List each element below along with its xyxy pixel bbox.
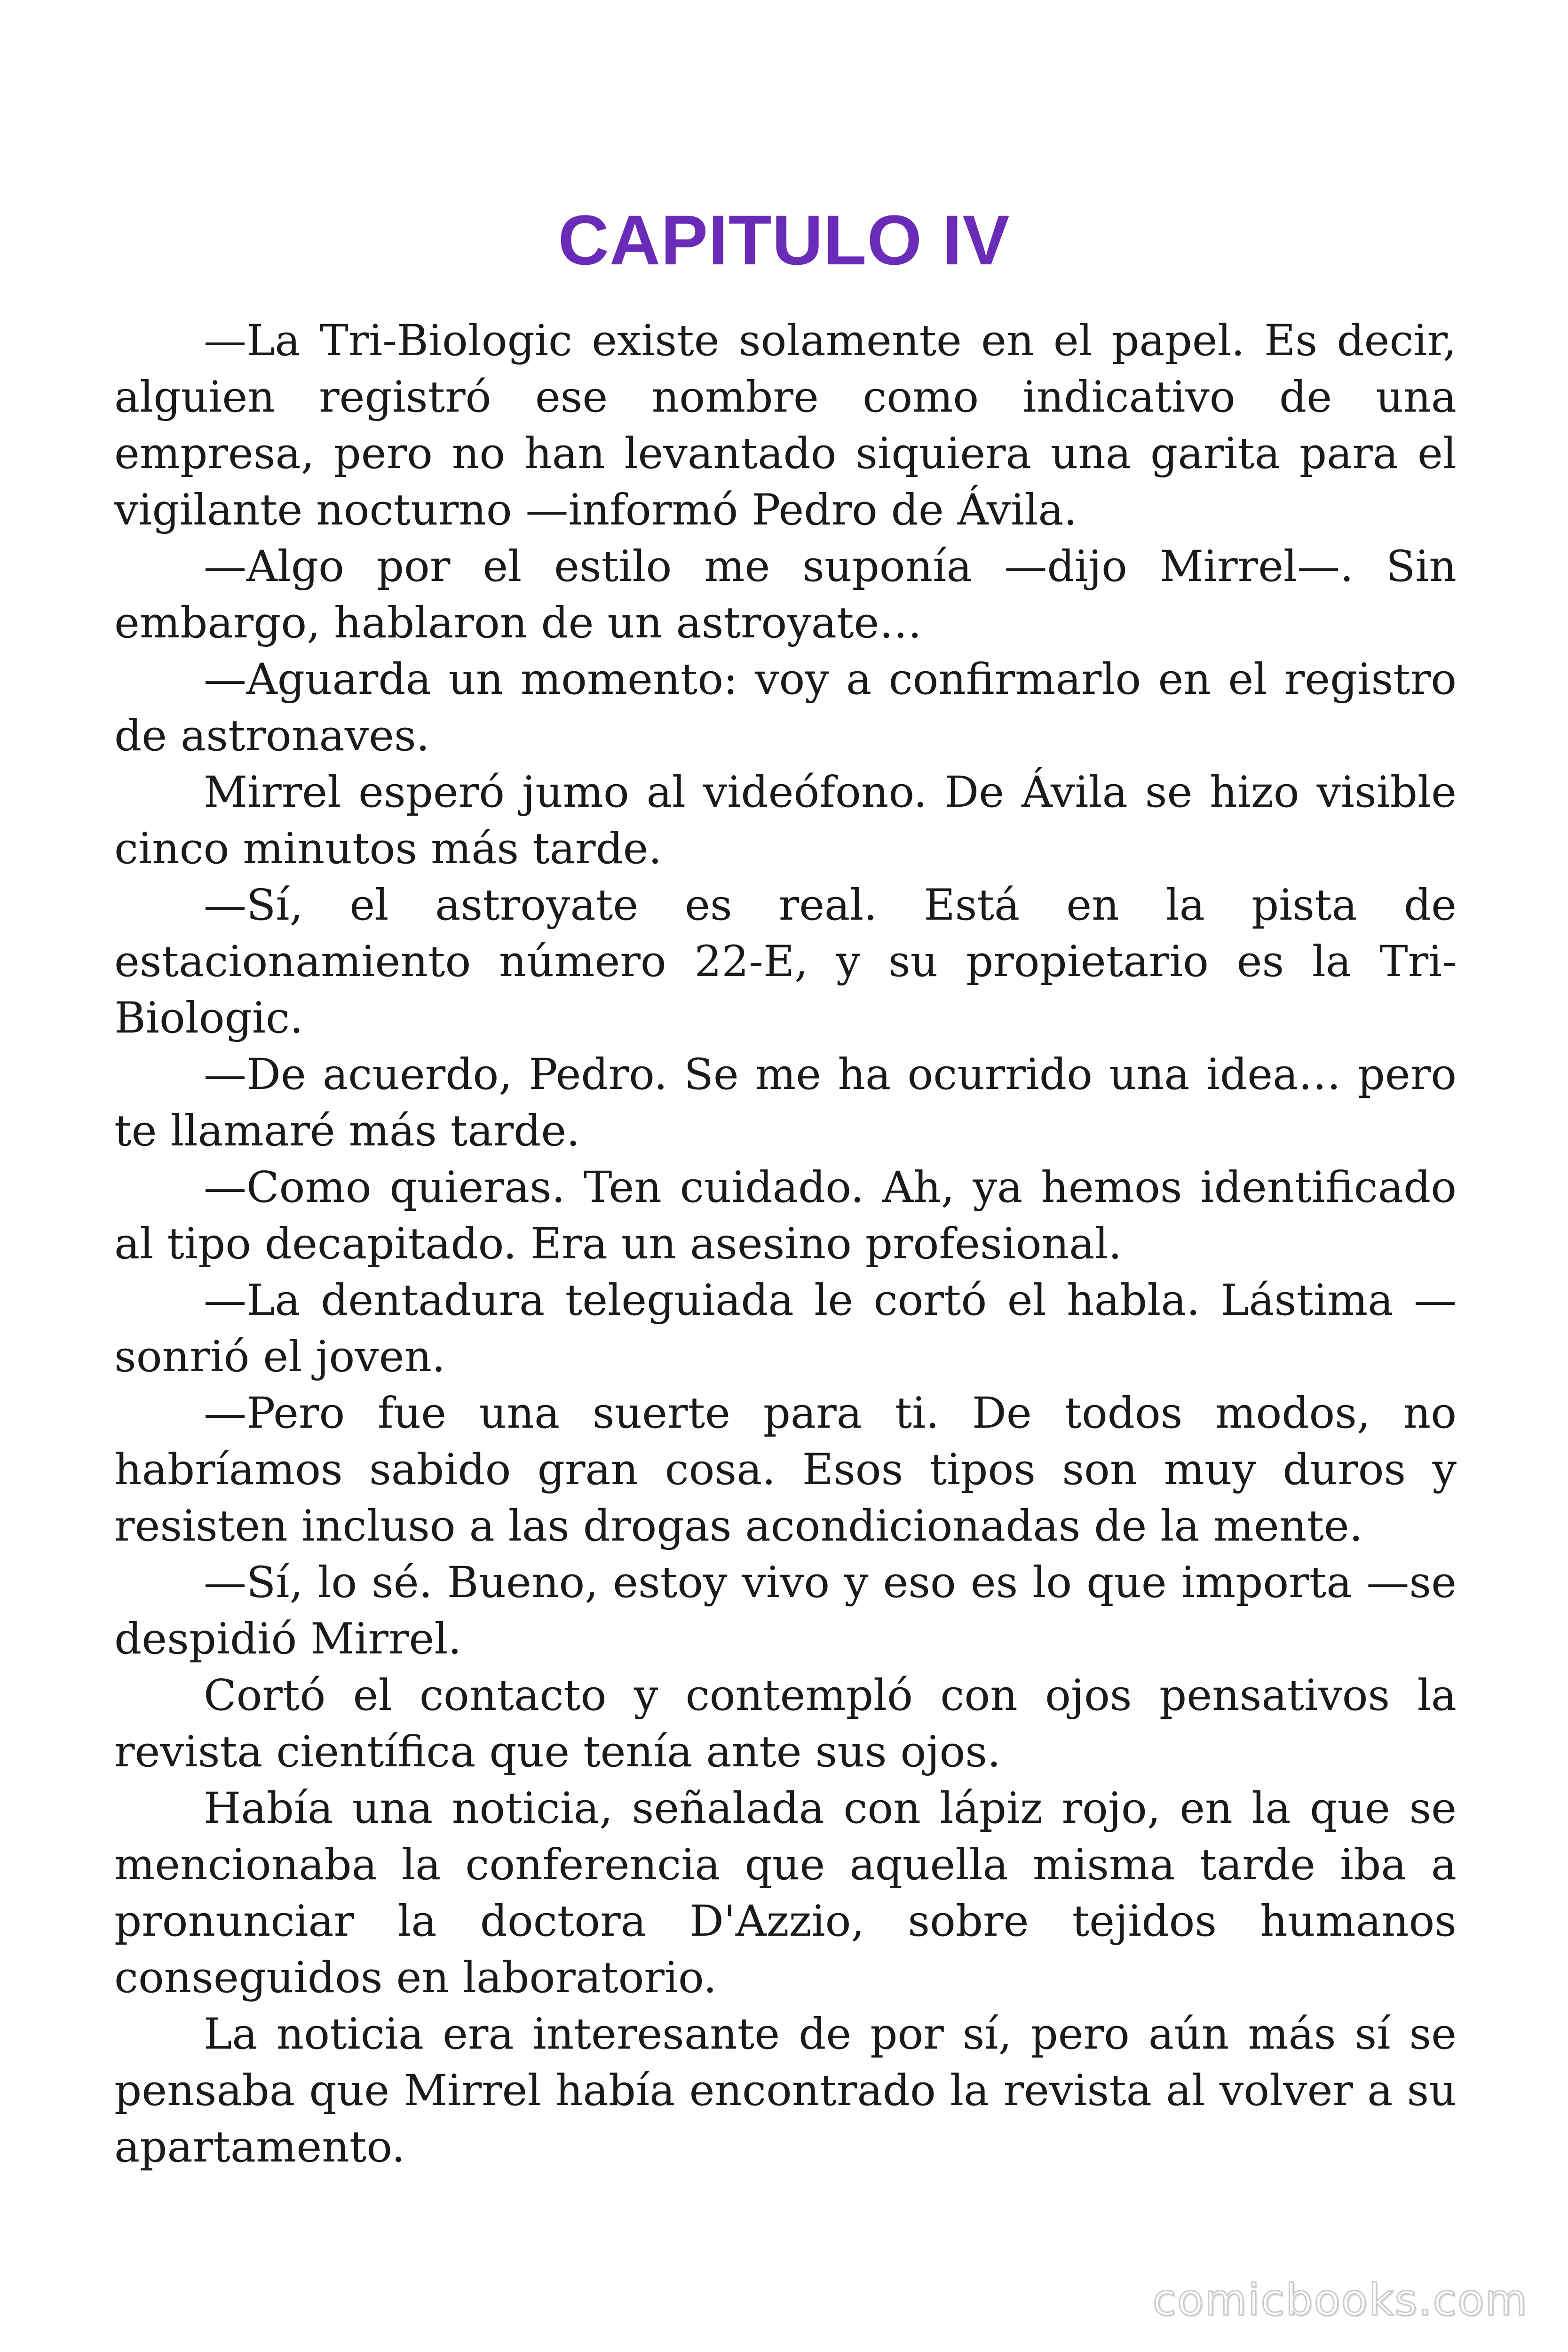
paragraph: —Aguarda un momento: voy a confirmarlo en el registro de astronaves. — [114, 655, 1457, 761]
paragraph: —Como quieras. Ten cuidado. Ah, ya hemos identificado al tipo decapitado. Era un asesino profesional. — [114, 1163, 1457, 1269]
paragraph: —Sí, lo sé. Bueno, estoy vivo y eso es lo que importa —se despidió Mirrel. — [114, 1558, 1457, 1664]
paragraph: Mirrel esperó jumo al videófono. De Ávila se hizo visible cinco minutos más tarde. — [114, 768, 1457, 874]
paragraph: La noticia era interesante de por sí, pero aún más sí se pensaba que Mirrel había encontrado la revista al volver a su apartamento. — [114, 2010, 1457, 2172]
paragraph: —Sí, el astroyate es real. Está en la pista de estacionamiento número 22-E, y su propietario es la Tri-Biologic. — [114, 881, 1457, 1043]
paragraph: —De acuerdo, Pedro. Se me ha ocurrido una idea… pero te llamaré más tarde. — [114, 1050, 1457, 1156]
paragraph: —La dentadura teleguiada le cortó el habla. Lástima —sonrió el joven. — [114, 1276, 1457, 1382]
paragraph: Cortó el contacto y contempló con ojos pensativos la revista científica que tenía ante sus ojos. — [114, 1671, 1457, 1777]
chapter-body — [114, 313, 1457, 2176]
paragraph: —La Tri-Biologic existe solamente en el papel. Es decir, alguien registró ese nombre como indicativo de una empresa, pero no han levantado siquiera una garita para el vigilante nocturno —informó Pedro de Ávila. — [114, 316, 1457, 535]
paragraph: —Algo por el estilo me suponía —dijo Mirrel—. Sin embargo, hablaron de un astroyate… — [114, 542, 1457, 648]
site-watermark: comicbooks.com — [1152, 2275, 1528, 2325]
paragraph: —Pero fue una suerte para ti. De todos modos, no habríamos sabido gran cosa. Esos tipos son muy duros y resisten incluso a las drogas acondicionadas de la mente. — [114, 1389, 1457, 1551]
chapter-title: CAPITULO IV — [558, 200, 1010, 279]
paragraph: Había una noticia, señalada con lápiz rojo, en la que se mencionaba la conferencia que aquella misma tarde iba a pronunciar la doctora D'Azzio, sobre tejidos humanos conseguidos en laboratorio. — [114, 1784, 1457, 2002]
